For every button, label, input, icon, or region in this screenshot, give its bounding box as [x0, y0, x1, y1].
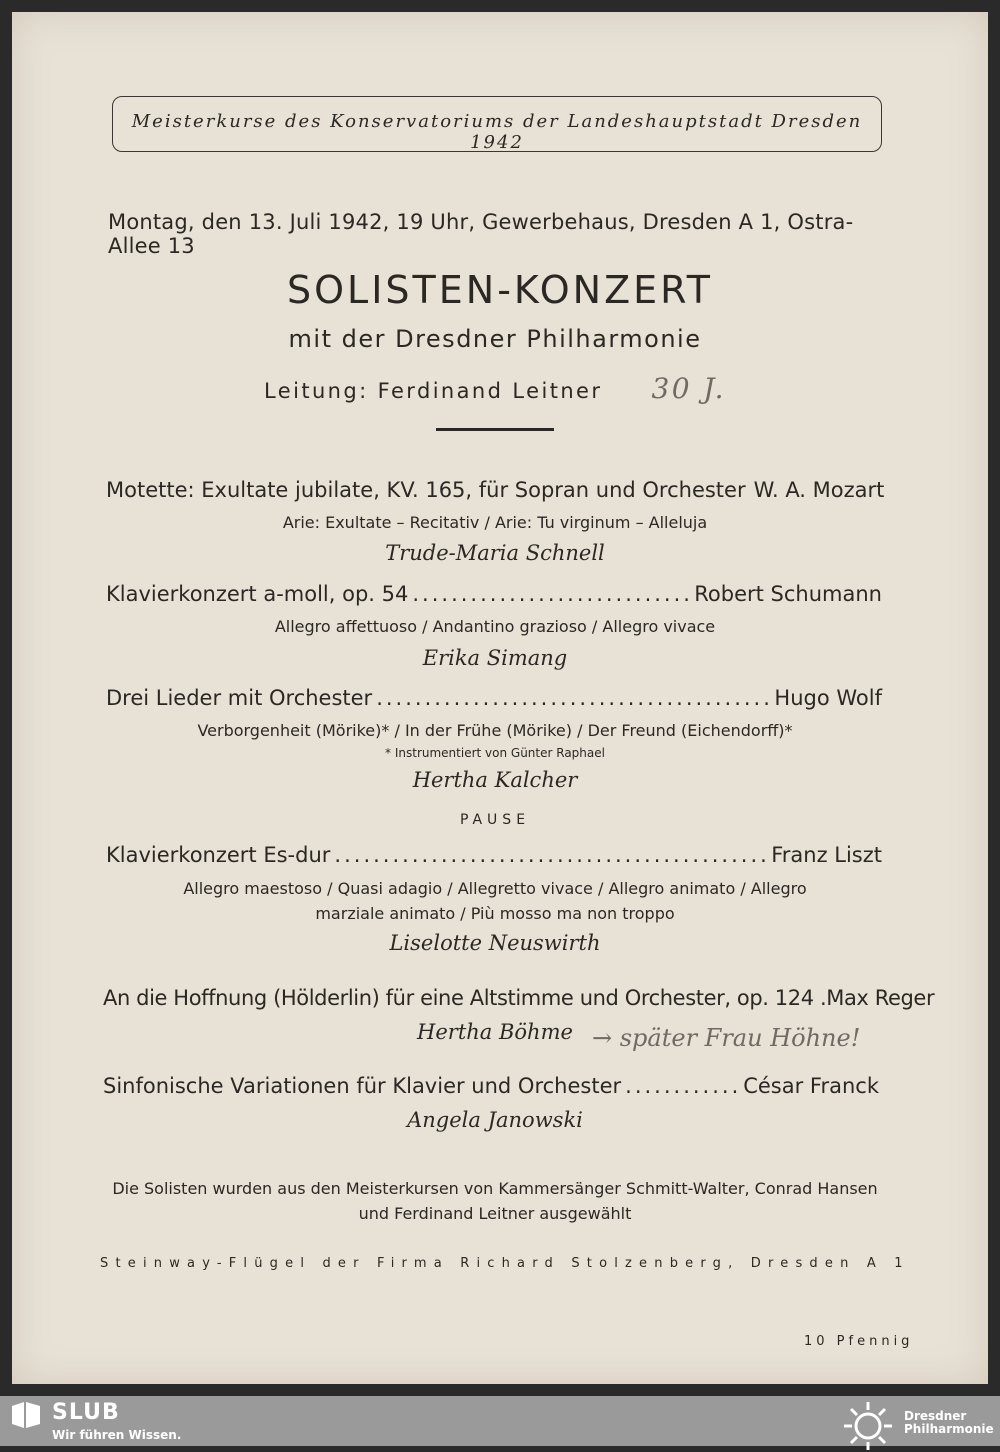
soloist: Trude-Maria Schnell — [385, 541, 605, 565]
soloist: Hertha Kalcher — [412, 768, 578, 792]
program-item — [106, 582, 882, 606]
soloist: Erika Simang — [422, 646, 568, 670]
soloist: Angela Janowski — [407, 1108, 583, 1132]
program-item — [103, 1074, 879, 1098]
philharmonie-name-line-1: Dresdner — [904, 1409, 967, 1423]
work-title: Sinfonische Variationen für Klavier und Orchester — [103, 1074, 622, 1098]
slub-title: SLUB — [52, 1400, 120, 1425]
composer: Hugo Wolf — [774, 686, 882, 710]
conductor-text: Leitung: Ferdinand Leitner — [264, 379, 603, 403]
slub-subtitle: Wir führen Wissen. — [52, 1428, 182, 1442]
composer: Max Reger — [826, 986, 935, 1010]
movements-line-1: Allegro maestoso / Quasi adagio / Allegretto vivace / Allegro animato / Allegro — [183, 879, 807, 898]
movements-line-2: marziale animato / Più mosso ma non troppo — [315, 904, 675, 923]
work-title: Klavierkonzert Es-dur — [106, 843, 331, 867]
header-frame — [112, 96, 882, 152]
slub-logo-icon — [12, 1402, 40, 1428]
philharmonie-name-line-2: Philharmonie — [904, 1422, 994, 1436]
composer: César Franck — [743, 1074, 879, 1098]
footnote: * Instrumentiert von Günter Raphael — [385, 746, 605, 760]
composer: W. A. Mozart — [753, 478, 885, 502]
movements: Arie: Exultate – Recitativ / Arie: Tu virginum – Alleluja — [282, 513, 708, 532]
work-title: Klavierkonzert a-moll, op. 54 — [106, 582, 409, 606]
soloist-row — [0, 1020, 1000, 1060]
divider-rule — [436, 428, 554, 431]
handwritten-age-note: 30 J. — [651, 372, 726, 405]
concert-subtitle: mit der Dresdner Philharmonie — [288, 325, 702, 353]
work-title: An die Hoffnung (Hölderlin) für eine Altstimme und Orchester, op. 124 . — [103, 986, 827, 1010]
branding-bar — [0, 1396, 1000, 1446]
header-text: Meisterkurse des Konservatoriums der Landeshauptstadt Dresden 1942 — [131, 111, 863, 153]
philharmonie-name — [904, 1410, 994, 1436]
price: 10 Pfennig — [804, 1334, 914, 1349]
steinway-line: Steinway-Flügel der Firma Richard Stolzenberg, Dresden A 1 — [100, 1256, 910, 1271]
program-item — [106, 686, 882, 710]
soloist: Hertha Böhme — [417, 1020, 573, 1044]
handwritten-soloist-note: → später Frau Höhne! — [592, 1024, 861, 1052]
movements: Verborgenheit (Mörike)* / In der Frühe (Mörike) / Der Freund (Eichendorff)* — [197, 721, 793, 740]
leader-dots — [334, 843, 767, 867]
concert-title: SOLISTEN-KONZERT — [287, 268, 713, 312]
conductor-line — [0, 372, 990, 405]
program-item — [106, 843, 882, 867]
event-dateline: Montag, den 13. Juli 1942, 19 Uhr, Gewerbehaus, Dresden A 1, Ostra-Allee 13 — [108, 210, 854, 258]
soloist: Liselotte Neuswirth — [389, 931, 601, 955]
movements: Allegro affettuoso / Andantino grazioso / Allegro vivace — [274, 617, 716, 636]
philharmonie-logo-icon — [842, 1400, 894, 1452]
pause-label: PAUSE — [459, 812, 531, 828]
work-title: Motette: Exultate jubilate, KV. 165, für Sopran und Orchester — [106, 478, 746, 502]
footer-line-2: und Ferdinand Leitner ausgewählt — [358, 1204, 632, 1223]
composer: Franz Liszt — [771, 843, 882, 867]
program-item — [106, 478, 885, 502]
leader-dots — [376, 686, 770, 710]
footer-line-1: Die Solisten wurden aus den Meisterkursen von Kammersänger Schmitt-Walter, Conrad Hansen — [112, 1179, 878, 1198]
work-title: Drei Lieder mit Orchester — [106, 686, 373, 710]
leader-dots — [412, 582, 690, 606]
leader-dots — [625, 1074, 739, 1098]
composer: Robert Schumann — [694, 582, 882, 606]
program-item — [103, 986, 935, 1010]
